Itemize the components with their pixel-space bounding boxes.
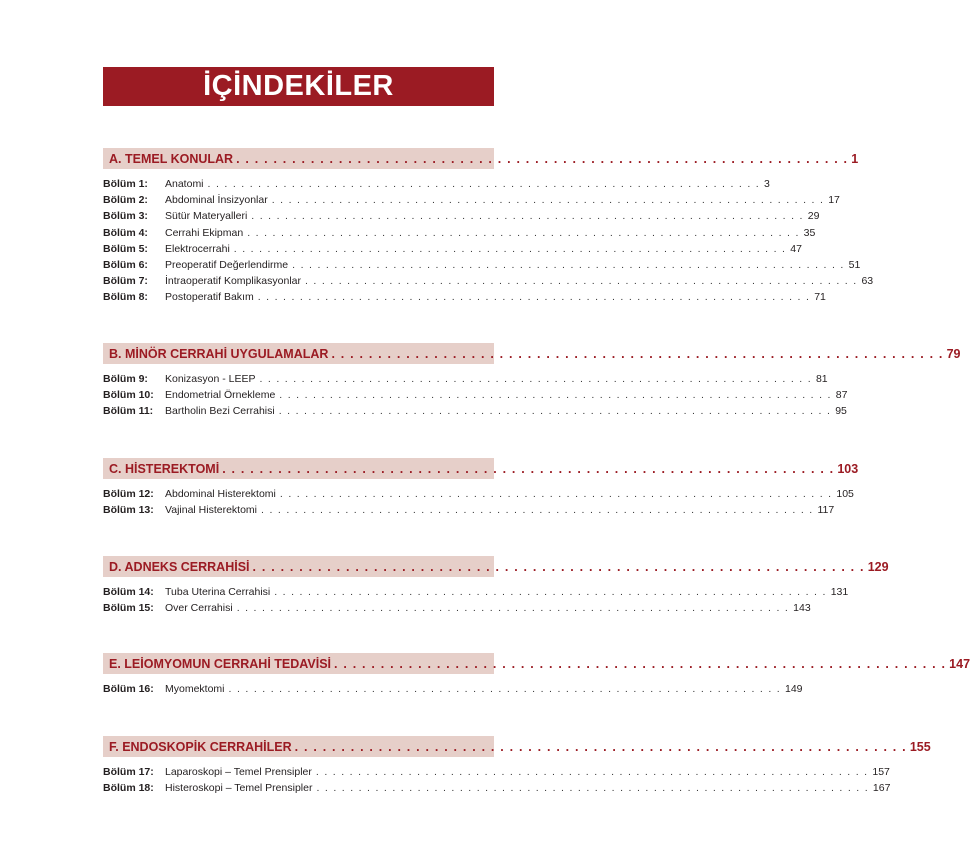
leader-dots: . . . . . . . . . . . . . . . . . . . . . . . . . . . . . . . . . . . . . . . . . . . . . . . . . . . . . . . . . . . . . . . . . . (207, 178, 760, 190)
section-page: 1 (851, 151, 859, 166)
chapter-list (103, 683, 803, 699)
leader-dots: . . . . . . . . . . . . . . . . . . . . . . . . . . . . . . . . . . . . . . . . . . . . . . . . . . . . . . . . . . . . . . . . . . (236, 602, 790, 615)
chapter-row[interactable] (103, 258, 861, 275)
chapter-list (103, 488, 854, 520)
section-label: E. LEİOMYOMUN CERRAHİ TEDAVİSİ (109, 656, 332, 671)
chapter-title: Bartholin Bezi Cerrahisi (165, 405, 275, 418)
section-label: F. ENDOSKOPİK CERRAHİLER (109, 739, 292, 754)
section-label: A. TEMEL KONULAR (109, 151, 234, 166)
leader-dots: . . . . . . . . . . . . . . . . . . . . . . . . . . . . . . . . . . . . . . . . . . . . . . . . . . . . . . . . . . . . . . . . . . (279, 389, 832, 402)
section-heading[interactable] (103, 148, 859, 169)
chapter-row[interactable] (103, 210, 820, 226)
section-page: 129 (867, 559, 889, 574)
chapter-number: Bölüm 6: (103, 258, 148, 271)
leader-dots: . . . . . . . . . . . . . . . . . . . . . . . . . . . . . . . . . . . . . . . . . . . . . . . . . . . . . . . . . . . . . . . . . . (259, 373, 812, 385)
chapter-page: 51 (848, 258, 861, 271)
chapter-list (103, 766, 891, 798)
chapter-row[interactable] (103, 405, 847, 421)
chapter-page: 71 (814, 291, 826, 304)
chapter-number: Bölüm 18: (103, 782, 154, 795)
chapter-title: Elektrocerrahi (165, 242, 230, 255)
chapter-title: Anatomi (165, 178, 204, 190)
chapter-number: Bölüm 11: (103, 405, 154, 418)
chapter-number: Bölüm 3: (103, 210, 148, 223)
chapter-number: Bölüm 16: (103, 683, 154, 695)
chapter-row[interactable] (103, 488, 854, 504)
chapter-page: 63 (861, 275, 874, 288)
chapter-page: 95 (835, 405, 847, 418)
chapter-title: Tuba Uterina Cerrahisi (165, 586, 271, 598)
leader-dots: . . . . . . . . . . . . . . . . . . . . . . . . . . . . . . . . . . . . . . . . . . . . . . . . . . . . . . . . . . . . . . . . . . (271, 194, 825, 207)
leader-dots: . . . . . . . . . . . . . . . . . . . . . . . . . . . . . . . . . . . . . . . . . . . . . . . . . . . . . . . . . . . . . . . . . . (294, 739, 907, 754)
leader-dots: . . . . . . . . . . . . . . . . . . . . . . . . . . . . . . . . . . . . . . . . . . . . . . . . . . . . . . . . . . . . . . . . . . (252, 559, 865, 574)
section-a (103, 148, 874, 308)
section-d (103, 556, 889, 618)
chapter-row[interactable] (103, 782, 891, 798)
chapter-page: 105 (836, 488, 854, 500)
chapter-title: Konizasyon - LEEP (165, 373, 256, 385)
leader-dots: . . . . . . . . . . . . . . . . . . . . . . . . . . . . . . . . . . . . . . . . . . . . . . . . . . . . . . . . . . . . . . . . . . (261, 504, 814, 517)
chapter-title: Histeroskopi – Temel Prensipler (165, 782, 313, 795)
chapter-page: 81 (815, 373, 828, 385)
chapter-page: 131 (830, 586, 849, 598)
section-page: 155 (909, 739, 931, 754)
leader-dots: . . . . . . . . . . . . . . . . . . . . . . . . . . . . . . . . . . . . . . . . . . . . . . . . . . . . . . . . . . . . . . . . . . (247, 226, 800, 239)
leader-dots: . . . . . . . . . . . . . . . . . . . . . . . . . . . . . . . . . . . . . . . . . . . . . . . . . . . . . . . . . . . . . . . . . . (315, 766, 869, 778)
chapter-page: 47 (790, 242, 802, 255)
leader-dots: . . . . . . . . . . . . . . . . . . . . . . . . . . . . . . . . . . . . . . . . . . . . . . . . . . . . . . . . . . . . . . . . . . (236, 151, 849, 166)
chapter-row[interactable] (103, 683, 803, 699)
chapter-page: 143 (793, 602, 811, 615)
chapter-number: Bölüm 9: (103, 373, 148, 385)
leader-dots: . . . . . . . . . . . . . . . . . . . . . . . . . . . . . . . . . . . . . . . . . . . . . . . . . . . . . . . . . . . . . . . . . . (292, 258, 845, 271)
chapter-title: Vajinal Histerektomi (165, 504, 258, 517)
section-heading[interactable] (103, 556, 889, 577)
chapter-title: Sütür Materyalleri (165, 210, 248, 223)
chapter-row[interactable] (103, 194, 840, 210)
section-c (103, 458, 859, 520)
chapter-page: 29 (807, 210, 820, 223)
chapter-page: 157 (872, 766, 890, 778)
chapter-row[interactable] (103, 389, 848, 405)
chapter-list (103, 178, 874, 308)
section-f (103, 736, 931, 798)
chapter-title: İntraoperatif Komplikasyonlar (165, 275, 301, 288)
section-label: C. HİSTEREKTOMİ (109, 461, 220, 476)
chapter-row[interactable] (103, 242, 802, 259)
chapter-row[interactable] (103, 586, 849, 602)
chapter-row[interactable] (103, 226, 816, 243)
chapter-row[interactable] (103, 602, 811, 618)
chapter-title: Endometrial Örnekleme (165, 389, 276, 402)
section-label: D. ADNEKS CERRAHİSİ (109, 559, 250, 574)
chapter-number: Bölüm 15: (103, 602, 154, 615)
chapter-title: Over Cerrahisi (165, 602, 233, 615)
leader-dots: . . . . . . . . . . . . . . . . . . . . . . . . . . . . . . . . . . . . . . . . . . . . . . . . . . . . . . . . . . . . . . . . . . (222, 461, 835, 476)
chapter-number: Bölüm 17: (103, 766, 154, 778)
chapter-row[interactable] (103, 178, 770, 194)
chapter-page: 117 (817, 504, 835, 517)
chapter-row[interactable] (103, 504, 835, 520)
chapter-row[interactable] (103, 766, 890, 782)
page-title: İÇİNDEKİLER (203, 70, 394, 102)
leader-dots: . . . . . . . . . . . . . . . . . . . . . . . . . . . . . . . . . . . . . . . . . . . . . . . . . . . . . . . . . . . . . . . . . . (331, 346, 944, 361)
section-b (103, 343, 961, 422)
chapter-number: Bölüm 8: (103, 291, 148, 304)
chapter-number: Bölüm 14: (103, 586, 154, 598)
section-heading[interactable] (103, 458, 859, 479)
chapter-number: Bölüm 7: (103, 275, 148, 288)
chapter-page: 3 (764, 178, 770, 190)
chapter-number: Bölüm 13: (103, 504, 154, 517)
leader-dots: . . . . . . . . . . . . . . . . . . . . . . . . . . . . . . . . . . . . . . . . . . . . . . . . . . . . . . . . . . . . . . . . . . (279, 488, 833, 500)
section-heading[interactable] (103, 343, 961, 364)
chapter-title: Abdominal İnsizyonlar (165, 194, 268, 207)
chapter-page: 87 (835, 389, 848, 402)
chapter-title: Cerrahi Ekipman (165, 226, 244, 239)
chapter-number: Bölüm 1: (103, 178, 148, 190)
chapter-number: Bölüm 10: (103, 389, 154, 402)
leader-dots: . . . . . . . . . . . . . . . . . . . . . . . . . . . . . . . . . . . . . . . . . . . . . . . . . . . . . . . . . . . . . . . . . . (316, 782, 869, 795)
chapter-row[interactable] (103, 373, 828, 389)
chapter-title: Abdominal Histerektomi (165, 488, 276, 500)
leader-dots: . . . . . . . . . . . . . . . . . . . . . . . . . . . . . . . . . . . . . . . . . . . . . . . . . . . . . . . . . . . . . . . . . . (233, 242, 787, 255)
section-page: 147 (949, 656, 970, 671)
chapter-row[interactable] (103, 275, 874, 291)
chapter-number: Bölüm 2: (103, 194, 148, 207)
section-label: B. MİNÖR CERRAHİ UYGULAMALAR (109, 346, 329, 361)
chapter-title: Myomektomi (165, 683, 225, 695)
leader-dots: . . . . . . . . . . . . . . . . . . . . . . . . . . . . . . . . . . . . . . . . . . . . . . . . . . . . . . . . . . . . . . . . . . (334, 656, 947, 671)
chapter-number: Bölüm 12: (103, 488, 154, 500)
section-e (103, 653, 970, 699)
chapter-list (103, 586, 849, 618)
leader-dots: . . . . . . . . . . . . . . . . . . . . . . . . . . . . . . . . . . . . . . . . . . . . . . . . . . . . . . . . . . . . . . . . . . (228, 683, 781, 695)
toc-title-bar (103, 67, 494, 106)
chapter-page: 149 (784, 683, 803, 695)
chapter-title: Postoperatif Bakım (165, 291, 254, 304)
leader-dots: . . . . . . . . . . . . . . . . . . . . . . . . . . . . . . . . . . . . . . . . . . . . . . . . . . . . . . . . . . . . . . . . . . (257, 291, 811, 304)
leader-dots: . . . . . . . . . . . . . . . . . . . . . . . . . . . . . . . . . . . . . . . . . . . . . . . . . . . . . . . . . . . . . . . . . . (278, 405, 832, 418)
chapter-number: Bölüm 4: (103, 226, 148, 239)
chapter-row[interactable] (103, 291, 826, 307)
chapter-title: Laparoskopi – Temel Prensipler (165, 766, 312, 778)
section-heading[interactable] (103, 653, 970, 674)
leader-dots: . . . . . . . . . . . . . . . . . . . . . . . . . . . . . . . . . . . . . . . . . . . . . . . . . . . . . . . . . . . . . . . . . . (251, 210, 804, 223)
chapter-page: 35 (803, 226, 816, 239)
leader-dots: . . . . . . . . . . . . . . . . . . . . . . . . . . . . . . . . . . . . . . . . . . . . . . . . . . . . . . . . . . . . . . . . . . (304, 275, 858, 288)
chapter-page: 17 (828, 194, 840, 207)
chapter-title: Preoperatif Değerlendirme (165, 258, 289, 271)
section-heading[interactable] (103, 736, 931, 757)
chapter-page: 167 (872, 782, 891, 795)
section-page: 103 (837, 461, 859, 476)
section-page: 79 (946, 346, 961, 361)
leader-dots: . . . . . . . . . . . . . . . . . . . . . . . . . . . . . . . . . . . . . . . . . . . . . . . . . . . . . . . . . . . . . . . . . . (274, 586, 827, 598)
chapter-list (103, 373, 848, 422)
chapter-number: Bölüm 5: (103, 242, 148, 255)
